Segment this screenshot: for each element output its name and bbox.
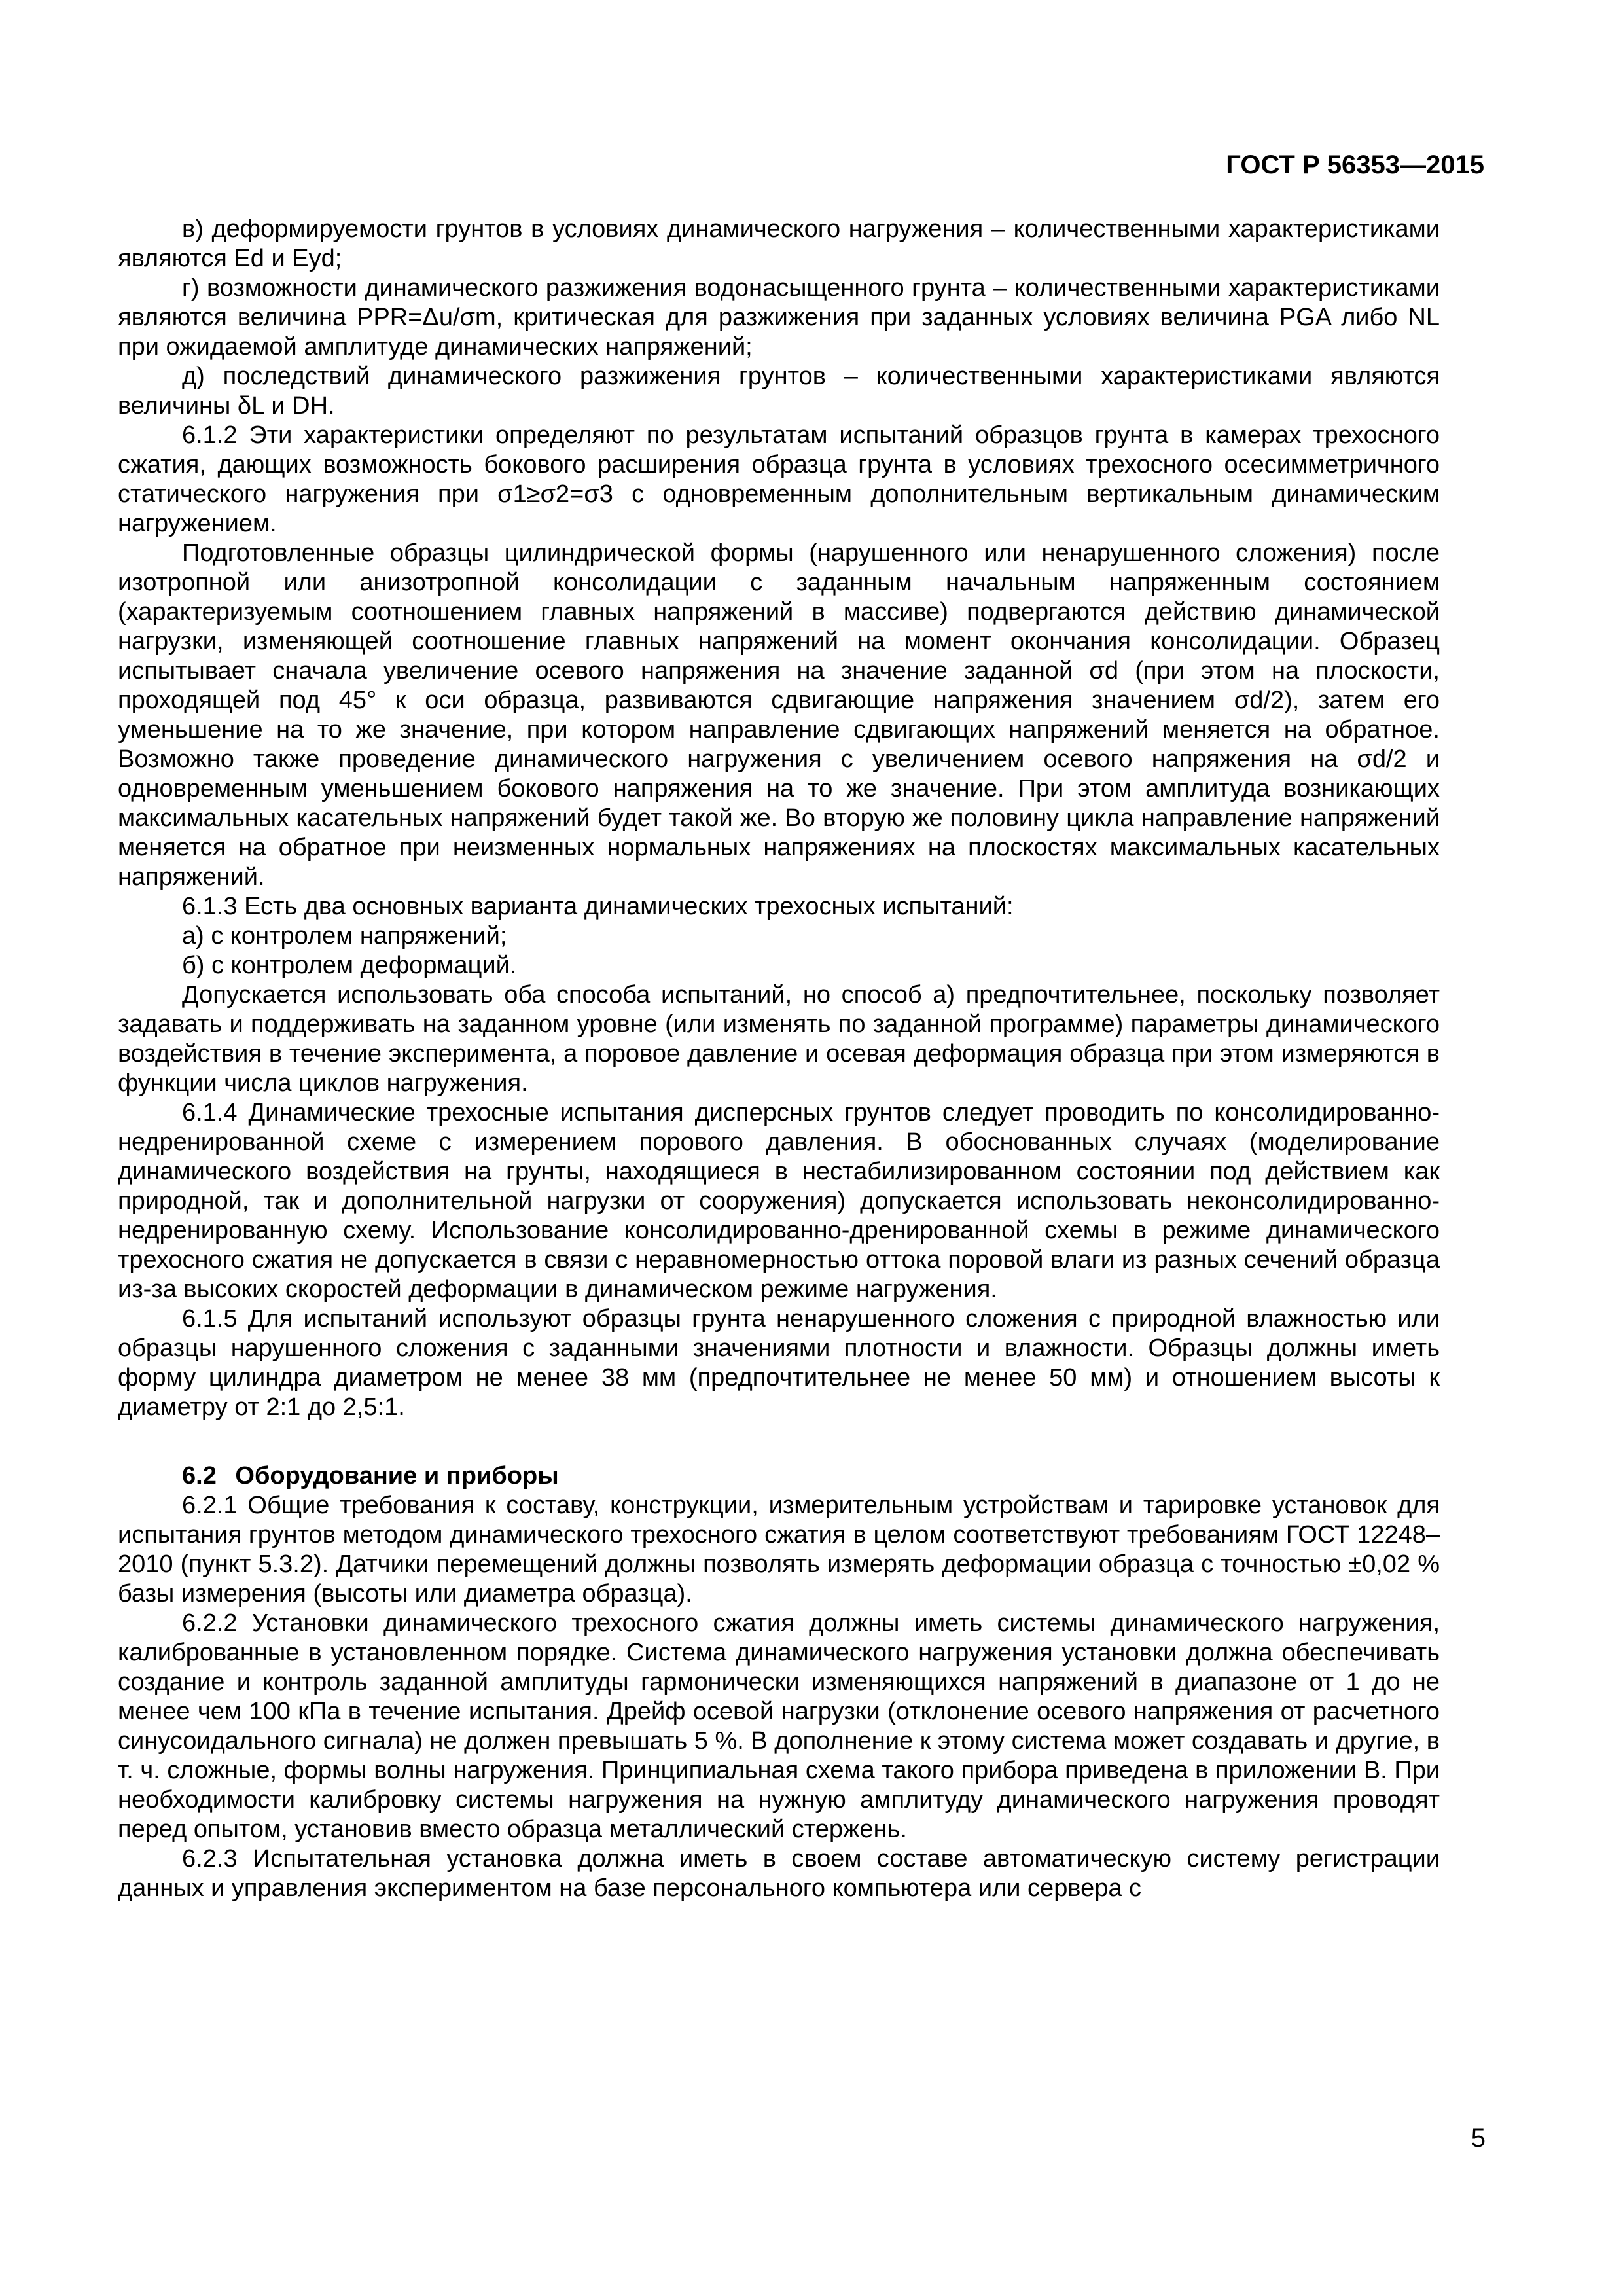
section-number: 6.2	[182, 1462, 217, 1490]
section-heading	[118, 1462, 1440, 1491]
section-title: Оборудование и приборы	[235, 1462, 559, 1490]
paragraph: 6.1.2 Эти характеристики определяют по результатам испытаний образцов грунта в камерах трехосного сжатия, дающих возможность бокового расширения образца грунта в условиях трехосного осесимметричного статического нагружения при σ1≥σ2=σ3 с одновременным дополнительным вертикальным динамическим нагружением.	[118, 422, 1440, 537]
paragraph: Подготовленные образцы цилиндрической формы (нарушенного или ненарушенного сложения) после изотропной или анизотропной консолидации с заданным начальным напряженным состоянием (характеризуемым соотношением главных напряжений в массиве) подвергаются действию динамической нагрузки, изменяющей соотношение главных напряжений на момент окончания консолидации. Образец испытывает сначала увеличение осевого напряжения на значение заданной σd (при этом на плоскости, проходящей под 45° к оси образца, развиваются сдвигающие напряжения значением σd/2), затем его уменьшение на то же значение, при котором направление сдвигающих напряжений меняется на обратное. Возможно также проведение динамического нагружения с увеличением осевого напряжения на σd/2 и одновременным уменьшением бокового напряжения на то же значение. При этом амплитуда возникающих максимальных касательных напряжений будет такой же. Во вторую же половину цикла направление напряжений меняется на обратное при неизменных нормальных напряжениях на плоскостях максимальных касательных напряжений.	[118, 539, 1440, 891]
paragraph: 6.1.4 Динамические трехосные испытания дисперсных грунтов следует проводить по консолидированно-недренированной схеме с измерением порового давления. В обоснованных случаях (моделирование динамического воздействия на грунты, находящиеся в нестабилизированном состоянии под действием как природной, так и дополнительной нагрузки от сооружения) допускается использовать неконсолидированно-недренированную схему. Использование консолидированно-дренированной схемы в режиме динамического трехосного сжатия не допускается в связи с неравномерностью оттока поровой влаги из разных сечений образца из-за высоких скоростей деформации в динамическом режиме нагружения.	[118, 1099, 1440, 1303]
document-header: ГОСТ Р 56353—2015	[1226, 151, 1484, 179]
document-body	[118, 215, 1440, 1903]
paragraph-group-6-2	[118, 1491, 1440, 1903]
paragraph: д) последствий динамического разжижения грунтов – количественными характеристиками являются величины δL и DH.	[118, 363, 1440, 420]
paragraph: 6.2.3 Испытательная установка должна иметь в своем составе автоматическую систему регистрации данных и управления экспериментом на базе персонального компьютера или сервера с	[118, 1845, 1440, 1902]
paragraph: г) возможности динамического разжижения водонасыщенного грунта – количественными характеристиками являются величина PPR=Δu/σm, критическая для разжижения при заданных условиях величина PGA либо NL при ожидаемой амплитуде динамических напряжений;	[118, 274, 1440, 361]
paragraph-group-6-1	[118, 215, 1440, 1422]
paragraph: 6.2.2 Установки динамического трехосного сжатия должны иметь системы динамического нагружения, калиброванные в установленном порядке. Система динамического нагружения установки должна обеспечивать создание и контроль заданной амплитуды гармонически изменяющихся напряжений в диапазоне от 1 до не менее чем 100 кПа в течение испытания. Дрейф осевой нагрузки (отклонение осевого напряжения от расчетного синусоидального сигнала) не должен превышать 5 %. В дополнение к этому система может создавать и другие, в т. ч. сложные, формы волны нагружения. Принципиальная схема такого прибора приведена в приложении В. При необходимости калибровку системы нагружения на нужную амплитуду динамического нагружения проводят перед опытом, установив вместо образца металлический стержень.	[118, 1609, 1440, 1843]
paragraph: в) деформируемости грунтов в условиях динамического нагружения – количественными характеристиками являются Ed и Eуd;	[118, 215, 1440, 272]
paragraph: а) с контролем напряжений;	[182, 922, 507, 950]
page-number: 5	[1471, 2124, 1486, 2153]
paragraph: б) с контролем деформаций.	[182, 952, 517, 979]
paragraph: 6.1.5 Для испытаний используют образцы грунта ненарушенного сложения с природной влажностью или образцы нарушенного сложения с заданными значениями плотности и влажности. Образцы должны иметь форму цилиндра диаметром не менее 38 мм (предпочтительнее не менее 50 мм) и отношением высоты к диаметру от 2:1 до 2,5:1.	[118, 1305, 1440, 1421]
paragraph: 6.1.3 Есть два основных варианта динамических трехосных испытаний:	[182, 893, 1014, 920]
paragraph: Допускается использовать оба способа испытаний, но способ а) предпочтительнее, поскольку позволяет задавать и поддерживать на заданном уровне (или изменять по заданной программе) параметры динамического воздействия в течение эксперимента, а поровое давление и осевая деформация образца при этом измеряются в функции числа циклов нагружения.	[118, 981, 1440, 1097]
section-spacer	[118, 1422, 1440, 1462]
paragraph: 6.2.1 Общие требования к составу, конструкции, измерительным устройствам и тарировке установок для испытания грунтов методом динамического трехосного сжатия в целом соответствуют требованиям ГОСТ 12248–2010 (пункт 5.3.2). Датчики перемещений должны позволять измерять деформации образца с точностью ±0,02 % базы измерения (высоты или диаметра образца).	[118, 1492, 1440, 1607]
